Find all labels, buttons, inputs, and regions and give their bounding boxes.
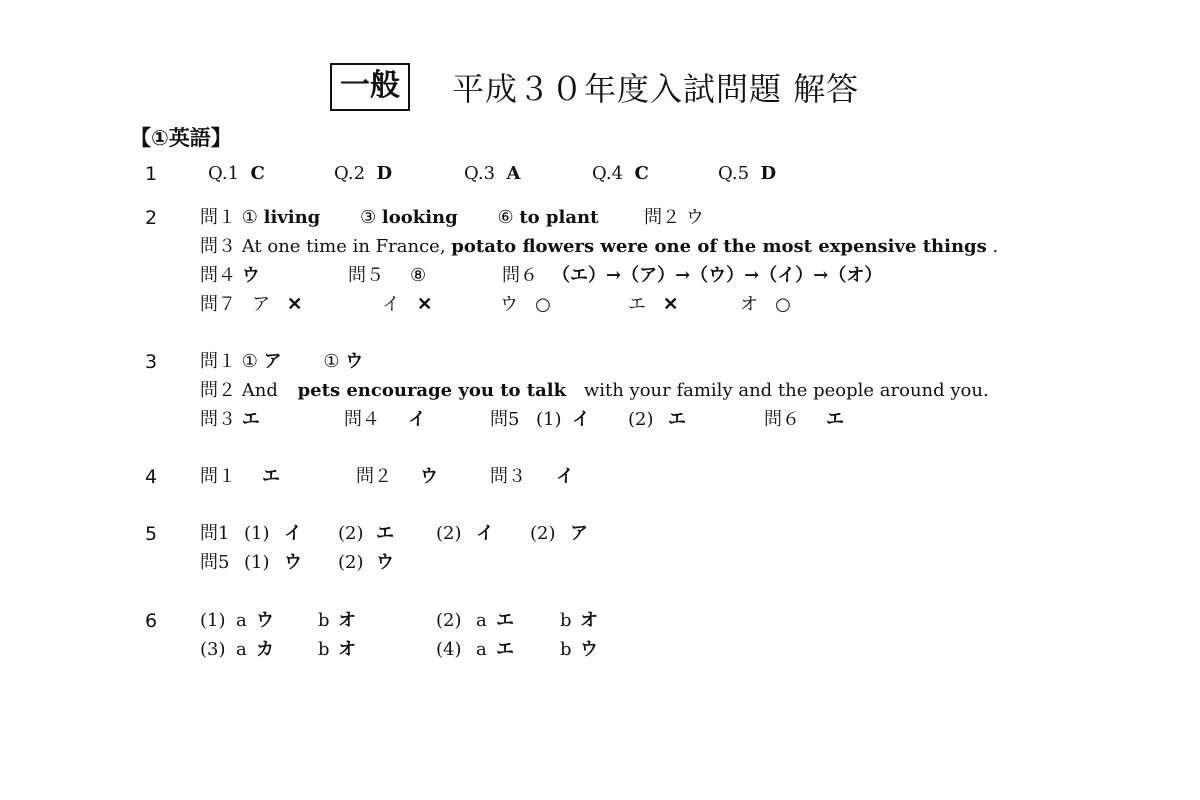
section-heading: 【①英語】 bbox=[130, 126, 232, 150]
q1-item-2: Q.2 D bbox=[334, 163, 393, 184]
page-title bbox=[330, 62, 859, 112]
question-number-6: 6 bbox=[145, 610, 158, 632]
question-number-4: 4 bbox=[145, 466, 158, 488]
question-number-3: 3 bbox=[145, 351, 158, 373]
q2-line-1: 問１ ① living ③ looking ⑥ to plant 問２ ウ bbox=[200, 207, 704, 228]
q3-line-1: 問１ ① ア ① ウ bbox=[200, 351, 364, 372]
q3-line-2: 問２ And pets encourage you to talk with your family and the people around you. bbox=[200, 380, 989, 401]
q5-line-2: 問5 (1) ウ (2) ウ bbox=[200, 552, 394, 573]
q3-line-3: 問３ エ 問４ イ 問5 (1) イ (2) エ 問６ エ bbox=[200, 409, 844, 430]
q2-mark-5: オ ○ bbox=[740, 294, 791, 315]
category-badge: 一般 bbox=[330, 63, 410, 111]
q2-line-3: 問４ ウ 問５ ⑧ 問６ （エ）→（ア）→（ウ）→（イ）→（オ） bbox=[200, 265, 883, 286]
q2-line-2: 問３ At one time in France, potato flowers were one of the most expensive things . bbox=[200, 236, 999, 257]
title-text: 平成３０年度入試問題 解答 bbox=[452, 70, 860, 108]
question-number-1: 1 bbox=[145, 163, 158, 185]
q5-line-1: 問1 (1) イ (2) エ (2) イ (2) ア bbox=[200, 523, 588, 544]
q1-item-5: Q.5 D bbox=[718, 163, 777, 184]
q2-mark-2: イ ✕ bbox=[382, 294, 433, 315]
question-number-5: 5 bbox=[145, 523, 158, 545]
q2-mark-4: エ ✕ bbox=[628, 294, 679, 315]
q2-mark-1: ア ✕ bbox=[252, 294, 303, 315]
q1-item-3: Q.3 A bbox=[464, 163, 521, 184]
question-number-2: 2 bbox=[145, 207, 158, 229]
q2-line-4: 問７ ア ✕ イ ✕ ウ ○ エ ✕ オ ○ bbox=[200, 294, 791, 315]
q6-line-2: (3) a カ b オ (4) a エ b ウ bbox=[200, 639, 598, 660]
q1-item-4: Q.4 C bbox=[592, 163, 649, 184]
q1-item-1: Q.1 C bbox=[208, 163, 265, 184]
q2-mark-3: ウ ○ bbox=[500, 294, 551, 315]
q4-line-1: 問１ エ 問２ ウ 問３ イ bbox=[200, 466, 574, 487]
q6-line-1: (1) a ウ b オ (2) a エ b オ bbox=[200, 610, 598, 631]
